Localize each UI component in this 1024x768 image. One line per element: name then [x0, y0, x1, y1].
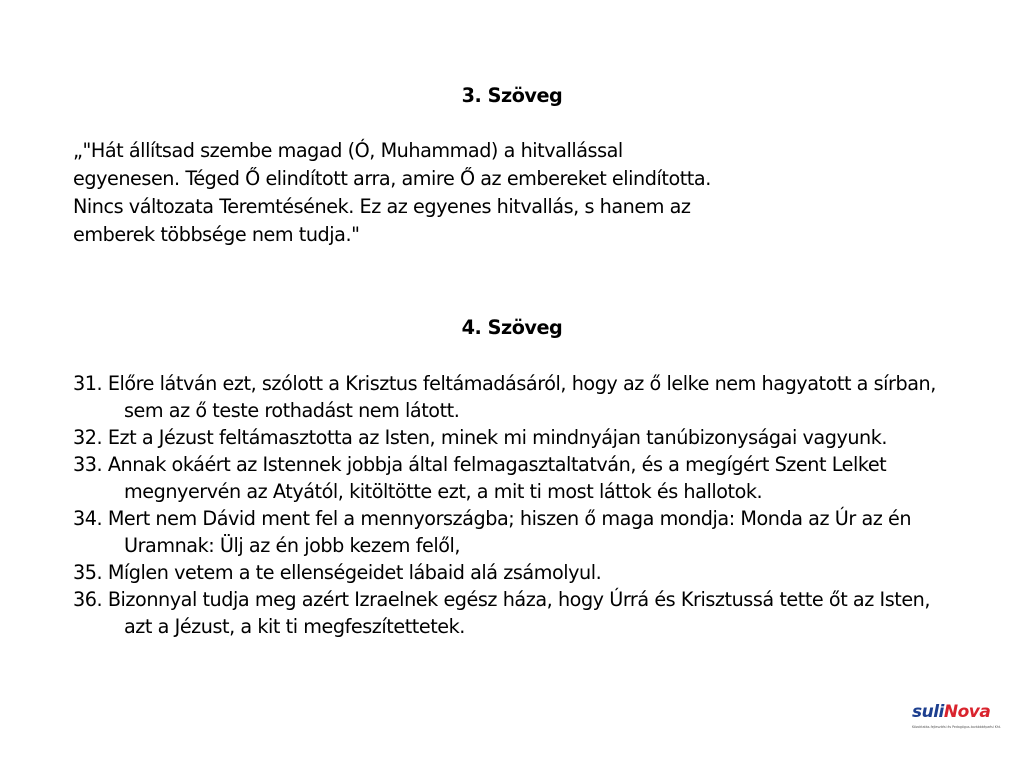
verse-item: 35. Míglen vetem a te ellenségeidet lábaid alá zsámolyul. — [73, 561, 602, 584]
quote-line: Nincs változata Teremtésének. Ez az egyenes hitvallás, s hanem az — [73, 195, 691, 218]
verse-item: 33. Annak okáért az Istennek jobbja által felmagasztaltatván, és a megígért Szent Lelket megnyervén az Atyától, kitöltötte ezt, a mit ti most láttok és hallotok. — [73, 453, 887, 503]
logo-brand-part1: suli — [912, 702, 944, 722]
logo-tagline: Közoktatás-fejlesztési és Pedagógus-továbbképzési Kht. — [912, 725, 1002, 729]
verse-list — [73, 370, 963, 640]
section-3-title: 3. Szöveg — [461, 84, 563, 107]
verse-item: 31. Előre látván ezt, szólott a Krisztus feltámadásáról, hogy az ő lelke nem hagyatott a sírban, sem az ő teste rothadást nem látott. — [73, 372, 936, 422]
section-4-title: 4. Szöveg — [461, 316, 563, 339]
logo-wordmark — [912, 703, 998, 721]
verse-item: 34. Mert nem Dávid ment fel a mennyországba; hiszen ő maga mondja: Monda az Úr az én Uramnak: Ülj az én jobb kezem felől, — [73, 507, 912, 557]
quote-line: „"Hát állítsad szembe magad (Ó, Muhammad) a hitvallással — [73, 139, 623, 162]
sulinova-logo — [912, 702, 1002, 737]
logo-brand-part2: Nova — [943, 702, 991, 722]
quote-line: egyenesen. Téged Ő elindított arra, amire Ő az embereket elindította. — [73, 167, 711, 190]
quote-line: emberek többsége nem tudja." — [73, 223, 360, 246]
verse-item: 36. Bizonnyal tudja meg azért Izraelnek egész háza, hogy Úrrá és Krisztussá tette őt az Isten, azt a Jézust, a kit ti megfeszítettetek. — [73, 588, 931, 638]
verse-item: 32. Ezt a Jézust feltámasztotta az Isten, minek mi mindnyájan tanúbizonyságai vagyunk. — [73, 426, 888, 449]
quote-paragraph — [73, 137, 963, 249]
